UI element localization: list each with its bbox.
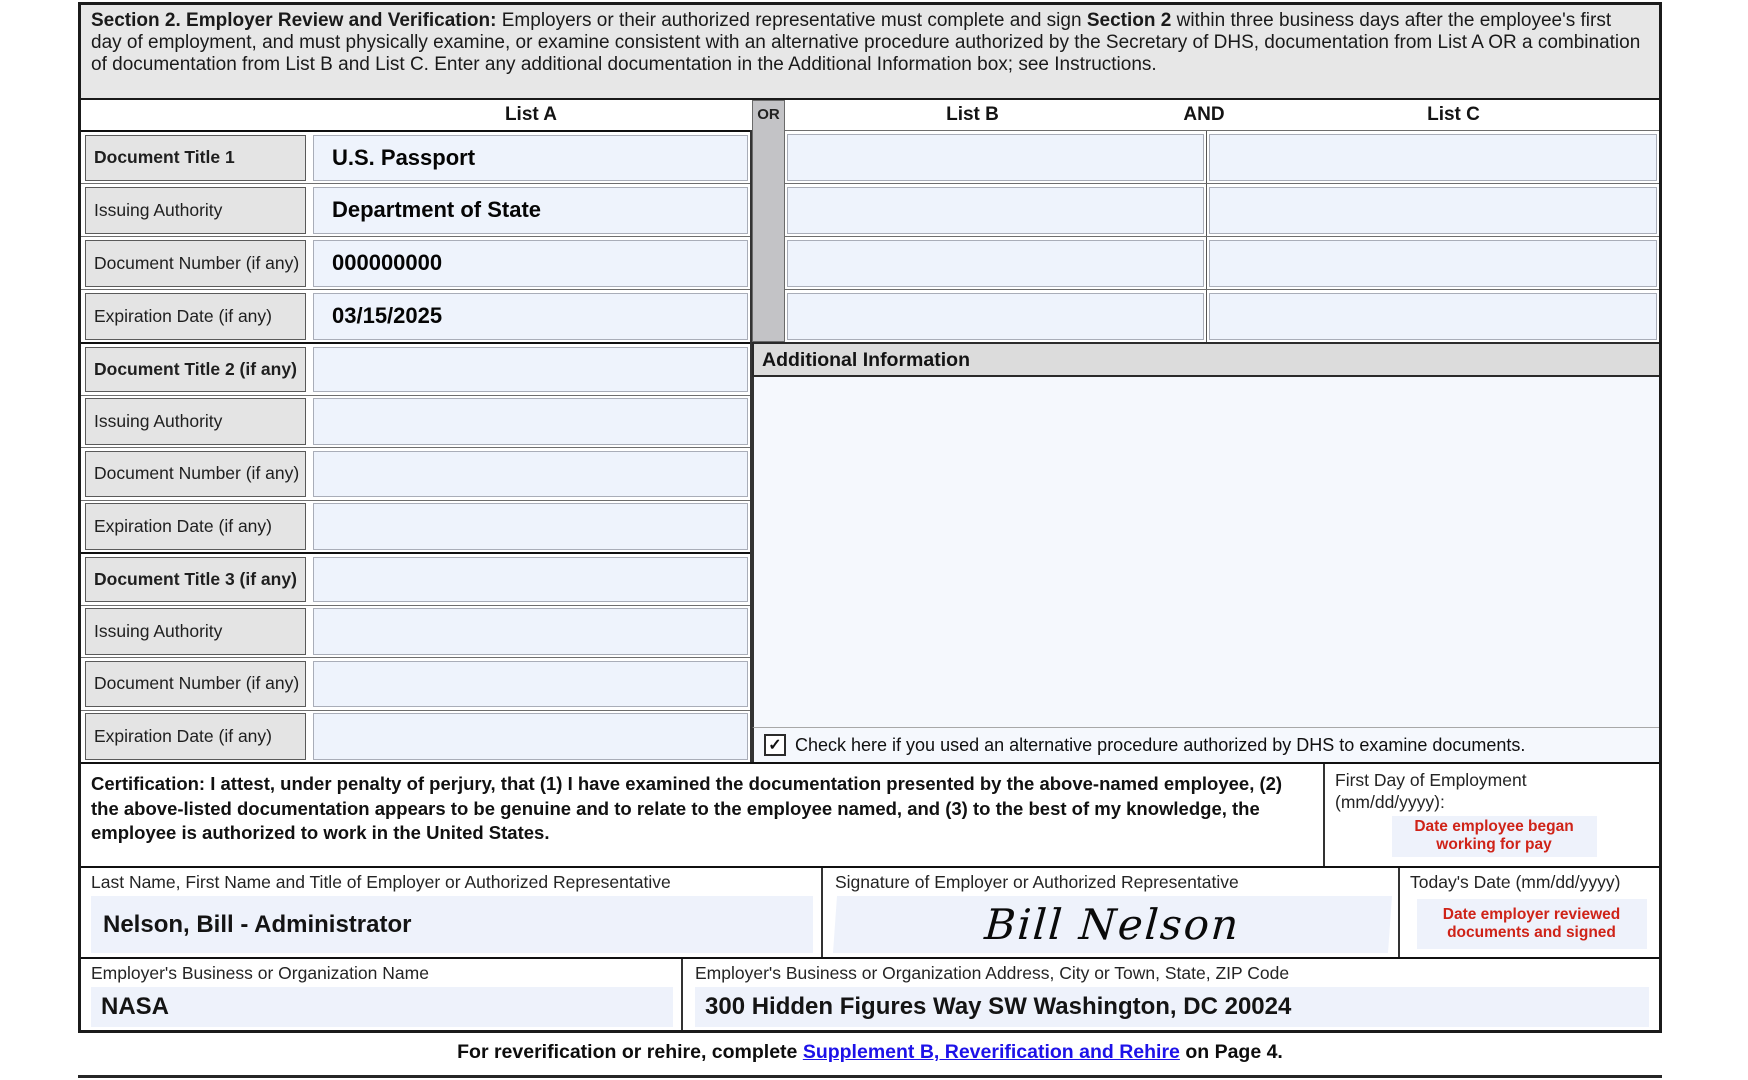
employer-name-label: Last Name, First Name and Title of Employer or Authorized Representative bbox=[91, 872, 671, 892]
document-number-2-input[interactable] bbox=[313, 451, 748, 498]
list-c-header: List C bbox=[1427, 104, 1480, 125]
footer-text-after: on Page 4. bbox=[1179, 1041, 1283, 1063]
alternative-procedure-row bbox=[752, 727, 1659, 762]
certification-label: Certification: bbox=[91, 773, 206, 794]
expiration-date-3-input[interactable] bbox=[313, 713, 748, 760]
document-title-2-input[interactable] bbox=[313, 347, 748, 393]
list-c-document-number-input[interactable] bbox=[1209, 240, 1657, 287]
issuing-authority-1-input[interactable]: Department of State bbox=[313, 187, 748, 234]
issuing-authority-3-input[interactable] bbox=[313, 608, 748, 655]
document-title-2-label: Document Title 2 (if any) bbox=[85, 347, 306, 393]
list-b-c-row-3 bbox=[785, 236, 1659, 289]
list-a-header: List A bbox=[504, 104, 558, 125]
todays-date-label: Today's Date (mm/dd/yyyy) bbox=[1410, 872, 1621, 892]
list-b-document-title-input[interactable] bbox=[787, 134, 1204, 181]
document-number-2-row bbox=[81, 447, 750, 500]
document-number-1-label: Document Number (if any) bbox=[85, 240, 306, 287]
issuing-authority-1-row bbox=[81, 183, 750, 236]
list-b-document-number-input[interactable] bbox=[787, 240, 1204, 287]
employer-name-input[interactable]: Nelson, Bill - Administrator bbox=[91, 896, 813, 953]
list-b-c-row-1 bbox=[785, 130, 1659, 183]
section-2-inline-bold: Section 2 bbox=[1086, 10, 1172, 31]
employer-business-row bbox=[81, 957, 1659, 1030]
expiration-date-3-label: Expiration Date (if any) bbox=[85, 713, 306, 760]
business-address-input[interactable]: 300 Hidden Figures Way SW Washington, DC 20024 bbox=[695, 987, 1649, 1027]
list-c-document-title-input[interactable] bbox=[1209, 134, 1657, 181]
business-address-label: Employer's Business or Organization Address, City or Town, State, ZIP Code bbox=[695, 963, 1290, 983]
additional-information-header: Additional Information bbox=[752, 342, 1659, 377]
list-b-c-row-4 bbox=[785, 289, 1659, 342]
checkmark-icon: ✓ bbox=[768, 737, 782, 754]
employer-signature-cell bbox=[823, 868, 1400, 957]
issuing-authority-3-label: Issuing Authority bbox=[85, 608, 306, 655]
alternative-procedure-checkbox[interactable] bbox=[764, 734, 786, 756]
employer-signature-label: Signature of Employer or Authorized Representative bbox=[835, 872, 1239, 892]
i9-section2-form bbox=[78, 2, 1662, 1033]
issuing-authority-2-row bbox=[81, 395, 750, 448]
certification-text bbox=[81, 764, 1325, 866]
instructions-text-1: Employers or their authorized representative must complete and sign bbox=[496, 10, 1087, 31]
business-name-input[interactable]: NASA bbox=[91, 987, 673, 1027]
document-number-3-row bbox=[81, 657, 750, 710]
document-number-3-input[interactable] bbox=[313, 661, 748, 708]
expiration-date-1-input[interactable]: 03/15/2025 bbox=[313, 293, 748, 340]
list-c-expiration-date-input[interactable] bbox=[1209, 293, 1657, 340]
employer-signature-row bbox=[81, 866, 1659, 957]
expiration-date-2-label: Expiration Date (if any) bbox=[85, 503, 306, 550]
document-title-3-label: Document Title 3 (if any) bbox=[85, 557, 306, 603]
document-number-1-input[interactable]: 000000000 bbox=[313, 240, 748, 287]
document-title-1-input[interactable]: U.S. Passport bbox=[313, 135, 748, 181]
alternative-procedure-label: Check here if you used an alternative procedure authorized by DHS to examine documents. bbox=[795, 734, 1526, 755]
instructions-text-2: within three business days after the employee's first day of employment, and must physically examine, or examine consistent with an alternative procedure authorized by the Secretary of DHS, documentation from List A OR a combination of documentation from List B and List C. Enter any additional documentation in the Additional Information box; see Instructions. bbox=[91, 10, 1641, 75]
business-name-label: Employer's Business or Organization Name bbox=[91, 963, 429, 983]
document-title-3-input[interactable] bbox=[313, 557, 748, 603]
list-b-header: List B bbox=[946, 104, 999, 125]
expiration-date-2-row bbox=[81, 500, 750, 553]
todays-date-input[interactable]: Date employer reviewed documents and signed bbox=[1417, 899, 1647, 949]
issuing-authority-2-label: Issuing Authority bbox=[85, 398, 306, 445]
list-c-issuing-authority-input[interactable] bbox=[1209, 187, 1657, 234]
document-title-1-label: Document Title 1 bbox=[85, 135, 306, 181]
document-number-2-label: Document Number (if any) bbox=[85, 451, 306, 498]
section-2-instructions bbox=[81, 5, 1659, 100]
employer-signature-input[interactable]: Bill Nelson bbox=[833, 896, 1392, 953]
document-number-1-row bbox=[81, 236, 750, 289]
reverification-footer bbox=[78, 1041, 1662, 1064]
additional-information-input[interactable] bbox=[752, 377, 1659, 727]
supplement-b-link[interactable]: Supplement B, Reverification and Rehire bbox=[802, 1041, 1180, 1063]
list-b-c-table bbox=[785, 130, 1659, 342]
page-bottom-divider bbox=[78, 1075, 1662, 1078]
expiration-date-3-row bbox=[81, 710, 750, 763]
list-b-c-row-2 bbox=[785, 183, 1659, 236]
employer-name-cell bbox=[81, 868, 823, 957]
expiration-date-2-input[interactable] bbox=[313, 503, 748, 550]
todays-date-cell bbox=[1400, 868, 1659, 957]
certification-row bbox=[81, 762, 1659, 866]
list-header-spacer bbox=[81, 100, 310, 130]
document-number-3-label: Document Number (if any) bbox=[85, 661, 306, 708]
business-address-cell bbox=[683, 959, 1659, 1030]
issuing-authority-2-input[interactable] bbox=[313, 398, 748, 445]
list-a-table bbox=[81, 130, 752, 762]
document-title-2-row bbox=[81, 342, 750, 395]
issuing-authority-1-label: Issuing Authority bbox=[85, 187, 306, 234]
or-column: OR bbox=[752, 100, 785, 342]
expiration-date-1-row bbox=[81, 289, 750, 342]
list-b-issuing-authority-input[interactable] bbox=[787, 187, 1204, 234]
issuing-authority-3-row bbox=[81, 605, 750, 658]
and-label: AND bbox=[1183, 104, 1225, 125]
section-2-title: Section 2. Employer Review and Verification: bbox=[91, 10, 497, 31]
certification-body: I attest, under penalty of perjury, that (1) I have examined the documentation presented by the above-named employee, (2) the above-listed documentation appears to be genuine and to relate to the employee named, and (3) to the best of my knowledge, the employee is authorized to work in the United States. bbox=[91, 773, 1283, 843]
business-name-cell bbox=[81, 959, 683, 1030]
first-day-label-line1: First Day of Employment bbox=[1335, 770, 1527, 790]
list-column-headers bbox=[81, 100, 1659, 130]
document-title-1-row bbox=[81, 130, 750, 183]
first-day-input[interactable]: Date employee began working for pay bbox=[1392, 816, 1597, 857]
list-b-expiration-date-input[interactable] bbox=[787, 293, 1204, 340]
expiration-date-1-label: Expiration Date (if any) bbox=[85, 293, 306, 340]
first-day-label-line2: (mm/dd/yyyy): bbox=[1335, 792, 1445, 812]
document-title-3-row bbox=[81, 552, 750, 605]
footer-text-before: For reverification or rehire, complete bbox=[457, 1041, 803, 1063]
first-day-of-employment-cell bbox=[1325, 764, 1659, 866]
